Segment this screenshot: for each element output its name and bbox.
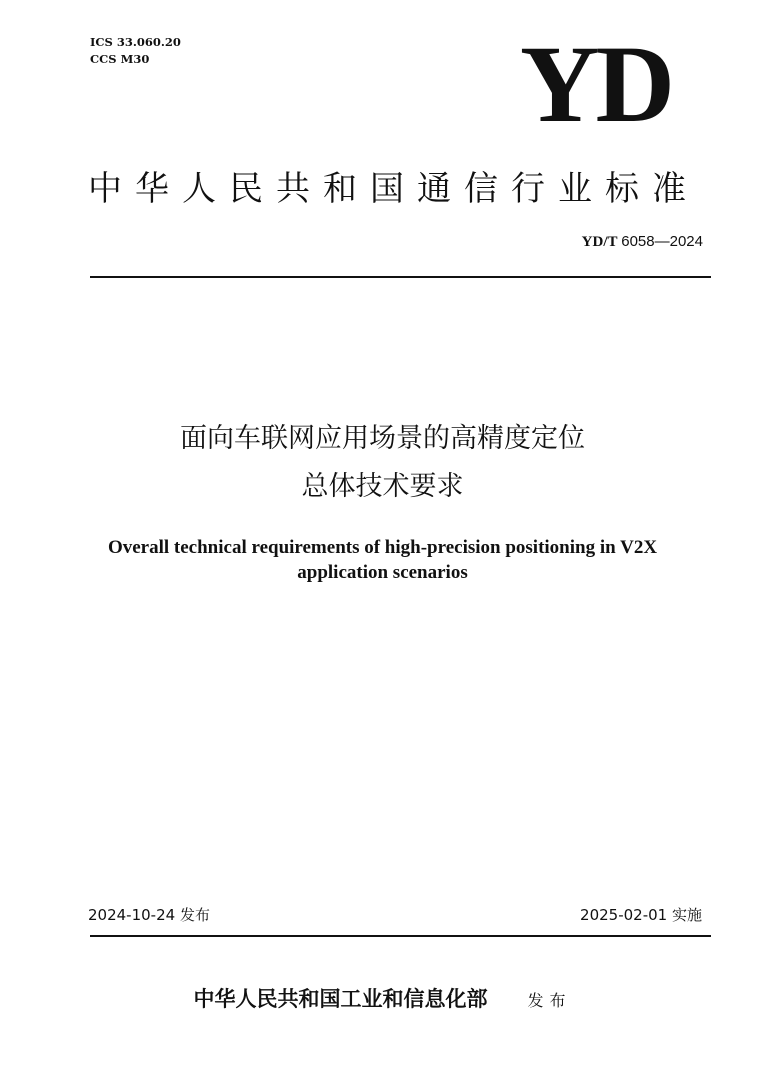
top-divider: [90, 276, 711, 278]
english-title-line-2: application scenarios: [297, 562, 468, 583]
publisher-name: 中华人民共和国工业和信息化部: [193, 986, 488, 1011]
standard-body-title: 中华人民共和国通信行业标准: [88, 169, 699, 209]
publish-label: 发布: [527, 991, 572, 1010]
chinese-title-line-2: 总体技术要求: [301, 471, 464, 502]
english-title: [0, 535, 765, 585]
implementation-date: 2025-02-01 实施: [580, 906, 702, 924]
issue-date: 2024-10-24 发布: [88, 906, 210, 924]
bottom-divider: [90, 935, 711, 937]
standard-code: YD/T: [581, 234, 618, 250]
chinese-title-line-1: 面向车联网应用场景的高精度定位: [180, 423, 585, 454]
ccs-code: CCS M30: [90, 52, 150, 66]
english-title-line-1: Overall technical requirements of high-precision positioning in V2X: [107, 537, 658, 558]
ics-code: ICS 33.060.20: [90, 35, 181, 49]
standard-number-value: 6058—2024: [621, 233, 703, 250]
publisher-line: [0, 983, 765, 1013]
standard-number: [582, 232, 703, 252]
classification-codes: [90, 34, 181, 68]
yd-logo: YD: [520, 23, 671, 145]
chinese-title: [0, 415, 765, 511]
